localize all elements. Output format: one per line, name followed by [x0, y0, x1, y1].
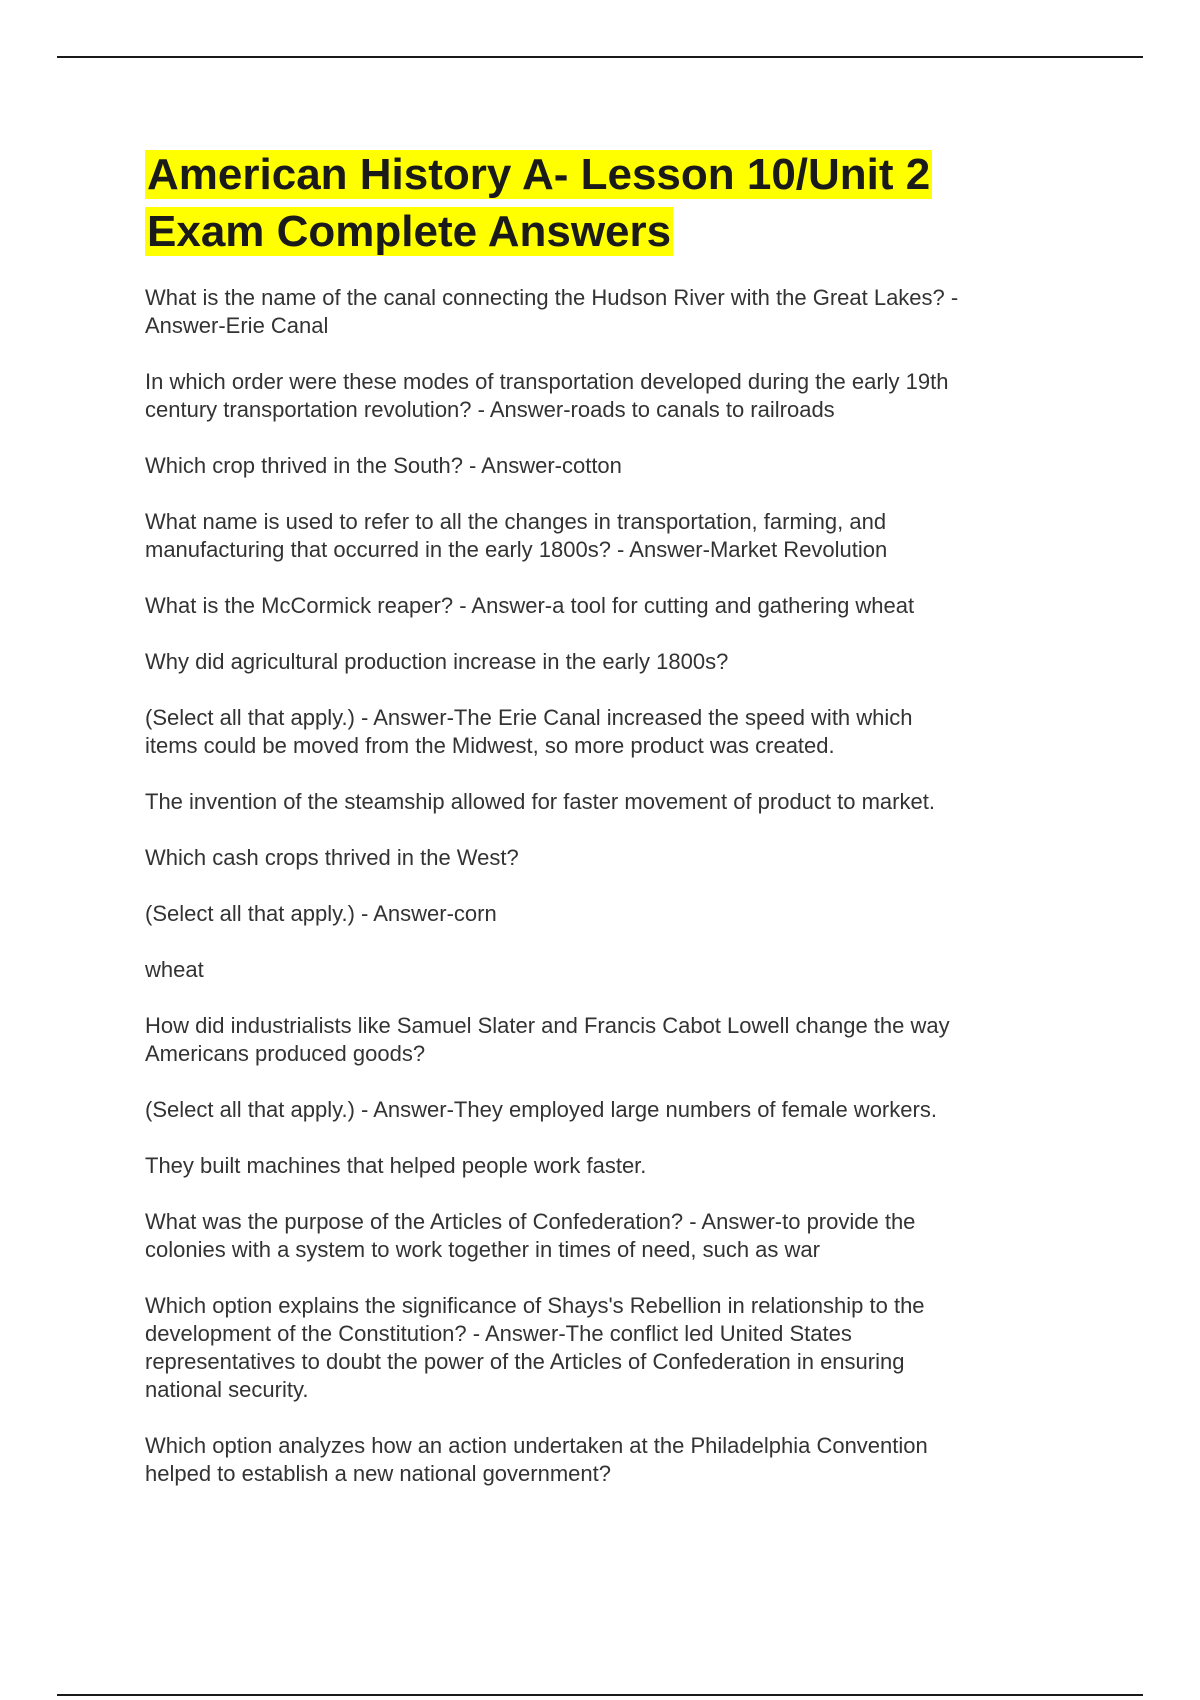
document-title — [145, 146, 1045, 260]
qa-paragraph: They built machines that helped people work faster. — [145, 1153, 647, 1178]
highlighted-title-text: American History A- Lesson 10/Unit 2 Exam Complete Answers — [147, 150, 931, 256]
qa-paragraph: The invention of the steamship allowed for faster movement of product to market. — [145, 789, 935, 814]
qa-paragraph: What was the purpose of the Articles of Confederation? - Answer-to provide the colonies with a system to work together in times of need, such as war — [145, 1209, 916, 1262]
qa-paragraph: Why did agricultural production increase in the early 1800s? — [145, 649, 729, 674]
qa-paragraph: Which option analyzes how an action undertaken at the Philadelphia Convention helped to establish a new national government? — [145, 1433, 928, 1486]
qa-paragraph: In which order were these modes of transportation developed during the early 19th century transportation revolution? - Answer-roads to canals to railroads — [145, 369, 949, 422]
qa-paragraph: wheat — [145, 957, 204, 982]
qa-paragraph: Which cash crops thrived in the West? — [145, 845, 519, 870]
top-rule — [57, 56, 1143, 58]
qa-paragraph: (Select all that apply.) - Answer-corn — [145, 901, 497, 926]
qa-paragraph: Which crop thrived in the South? - Answer-cotton — [145, 453, 622, 478]
qa-paragraph: How did industrialists like Samuel Slater and Francis Cabot Lowell change the way Americans produced goods? — [145, 1013, 950, 1066]
qa-paragraph: What name is used to refer to all the changes in transportation, farming, and manufacturing that occurred in the early 1800s? - Answer-Market Revolution — [145, 509, 888, 562]
qa-paragraph: What is the McCormick reaper? - Answer-a tool for cutting and gathering wheat — [145, 593, 915, 618]
qa-paragraph: (Select all that apply.) - Answer-They employed large numbers of female workers. — [145, 1097, 937, 1122]
qa-paragraph: Which option explains the significance of Shays's Rebellion in relationship to the development of the Constitution? - Answer-The conflict led United States representatives to doubt the power of the Articles of Confederation in ensuring national security. — [145, 1293, 925, 1402]
document-body — [145, 146, 1045, 1516]
qa-paragraph: What is the name of the canal connecting the Hudson River with the Great Lakes? - Answer-Erie Canal — [145, 285, 959, 338]
qa-paragraph: (Select all that apply.) - Answer-The Erie Canal increased the speed with which items could be moved from the Midwest, so more product was created. — [145, 705, 913, 758]
bottom-rule — [57, 1694, 1143, 1696]
